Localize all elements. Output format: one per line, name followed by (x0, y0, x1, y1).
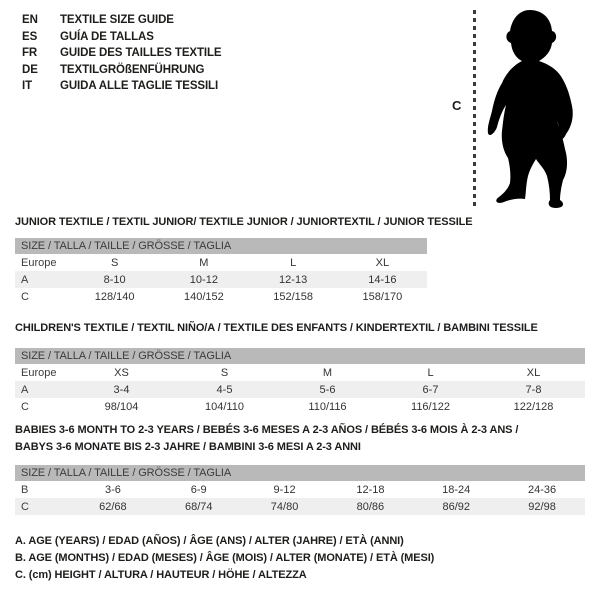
size-cell: XL (526, 366, 541, 379)
legend-line-c: C. (cm) HEIGHT / ALTURA / HAUTEUR / HÖHE / ALTEZZA (15, 569, 307, 581)
age-cell: 3-4 (70, 381, 173, 398)
table-row (15, 254, 427, 271)
table-row (15, 498, 585, 515)
table-row (15, 288, 427, 305)
language-label: GUÍA DE TALLAS (60, 30, 154, 43)
age-cell: 7-8 (482, 381, 585, 398)
junior-table-title: JUNIOR TEXTILE / TEXTIL JUNIOR/ TEXTILE JUNIOR / JUNIORTEXTIL / JUNIOR TESSILE (15, 216, 473, 228)
size-header-band: SIZE / TALLA / TAILLE / GRÖSSE / TAGLIA (15, 348, 585, 364)
height-cell: 86/92 (413, 498, 499, 515)
language-code: DE (22, 63, 38, 76)
height-cell: 158/170 (362, 290, 403, 303)
size-header-band: SIZE / TALLA / TAILLE / GRÖSSE / TAGLIA (15, 465, 585, 481)
height-cell: 128/140 (94, 290, 135, 303)
language-row-en (22, 12, 222, 29)
language-code: ES (22, 30, 38, 43)
height-cell: 68/74 (156, 498, 242, 515)
table-row (15, 271, 427, 288)
children-size-table (15, 348, 585, 415)
legend (15, 533, 434, 584)
height-cell: 92/98 (499, 498, 585, 515)
row-label: C (21, 400, 29, 413)
height-cell: 62/68 (70, 498, 156, 515)
language-label: GUIDA ALLE TAGLIE TESSILI (60, 80, 219, 92)
height-cell: 104/110 (205, 400, 244, 413)
months-cell: 12-18 (356, 483, 385, 496)
language-row-fr (22, 45, 222, 62)
row-label: A (15, 381, 70, 398)
row-label: C (21, 290, 29, 303)
table-row (15, 398, 585, 415)
table-row (15, 381, 585, 398)
size-cell: XL (375, 256, 390, 269)
size-cell: S (110, 256, 119, 269)
size-header-row (15, 348, 585, 364)
language-code: IT (22, 80, 33, 92)
row-label: C (15, 498, 70, 515)
size-header-row (15, 465, 585, 481)
height-cell: 116/122 (411, 400, 450, 413)
row-label: Europe (21, 366, 57, 379)
babies-size-table (15, 465, 585, 515)
age-cell: 6-7 (379, 381, 482, 398)
height-cell: 74/80 (242, 498, 328, 515)
height-measure-label: C (452, 98, 462, 113)
size-cell: S (220, 366, 229, 379)
height-cell: 80/86 (327, 498, 413, 515)
babies-table-title-line2: BABYS 3-6 MONATE BIS 2-3 JAHRE / BAMBINI 3-6 MESI A 2-3 ANNI (15, 441, 361, 453)
row-label: B (21, 483, 29, 496)
months-cell: 18-24 (442, 483, 471, 496)
size-cell: L (427, 366, 434, 379)
age-cell: 4-5 (173, 381, 276, 398)
months-cell: 9-12 (273, 483, 296, 496)
language-row-es (22, 29, 222, 46)
language-code: EN (22, 14, 38, 26)
size-cell: M (199, 256, 209, 269)
table-row (15, 481, 585, 498)
height-cell: 98/104 (104, 400, 139, 413)
table-row (15, 364, 585, 381)
language-list (22, 12, 222, 95)
language-label: TEXTILE SIZE GUIDE (60, 14, 174, 26)
age-cell: 8-10 (70, 271, 159, 288)
height-figure (448, 0, 593, 215)
height-dashed-line-icon (473, 10, 476, 206)
language-row-it (22, 78, 222, 95)
size-cell: XS (114, 366, 129, 379)
language-label: TEXTILGRÖßENFÜHRUNG (60, 63, 205, 76)
size-header-band: SIZE / TALLA / TAILLE / GRÖSSE / TAGLIA (15, 238, 427, 254)
size-cell: L (290, 256, 297, 269)
legend-line-b: B. AGE (MONTHS) / EDAD (MESES) / ÂGE (MOIS) / ALTER (MONATE) / ETÀ (MESI) (15, 552, 435, 564)
toddler-silhouette-icon (486, 6, 576, 208)
months-cell: 3-6 (104, 483, 121, 496)
age-cell: 12-13 (249, 271, 338, 288)
age-cell: 10-12 (159, 271, 248, 288)
legend-line-a: A. AGE (YEARS) / EDAD (AÑOS) / ÂGE (ANS) / ALTER (JAHRE) / ETÀ (ANNI) (15, 535, 404, 547)
children-table-title: CHILDREN'S TEXTILE / TEXTIL NIÑO/A / TEXTILE DES ENFANTS / KINDERTEXTIL / BAMBINI TESSILE (15, 322, 538, 334)
language-row-de (22, 62, 222, 79)
age-cell: 14-16 (338, 271, 427, 288)
height-cell: 152/158 (273, 290, 313, 303)
row-label: Europe (21, 256, 57, 269)
height-cell: 110/116 (308, 400, 347, 413)
height-cell: 122/128 (513, 400, 554, 413)
height-cell: 140/152 (183, 290, 224, 303)
months-cell: 6-9 (190, 483, 207, 496)
size-cell: M (322, 366, 333, 379)
babies-table-title-line1: BABIES 3-6 MONTH TO 2-3 YEARS / BEBÉS 3-6 MESES A 2-3 AÑOS / BÉBÉS 3-6 MOIS À 2-3 ANS / (15, 424, 519, 436)
junior-size-table (15, 238, 427, 305)
row-label: A (15, 271, 70, 288)
months-cell: 24-36 (528, 483, 557, 496)
age-cell: 5-6 (276, 381, 379, 398)
size-header-row (15, 238, 427, 254)
language-code: FR (22, 47, 38, 59)
language-label: GUIDE DES TAILLES TEXTILE (60, 47, 222, 59)
